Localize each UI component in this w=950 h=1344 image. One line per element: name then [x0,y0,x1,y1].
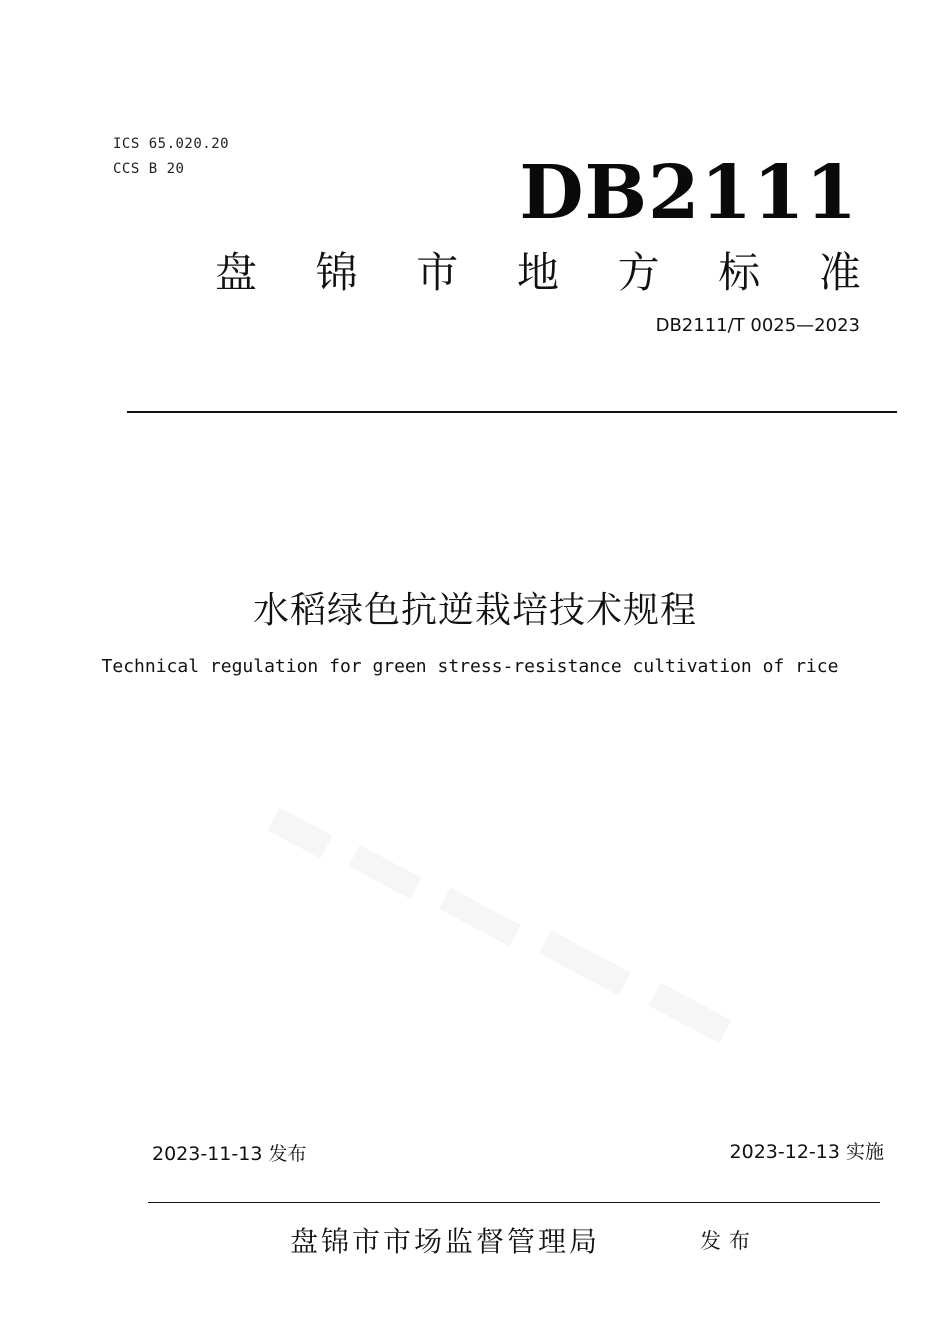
standard-type-char: 方 [617,248,660,297]
ics-code: ICS 65.020.20 [113,136,230,152]
issuing-authority: 盘锦市市场监督管理局 [290,1225,601,1258]
document-title-english: Technical regulation for green stress-resistance cultivation of rice [101,656,839,677]
standard-type-char: 盘 [214,248,257,297]
standard-type-char: 准 [818,248,861,297]
bottom-divider [148,1202,880,1203]
standard-type-char: 市 [416,248,459,297]
implement-date: 2023-12-13 实施 [729,1141,884,1163]
standard-type-heading [212,248,864,297]
issue-label: 发布 [700,1229,758,1253]
standard-type-char: 地 [516,248,559,297]
top-divider [127,411,897,413]
standard-number: DB2111/T 0025—2023 [655,315,860,336]
document-title-chinese: 水稻绿色抗逆栽培技术规程 [252,590,697,631]
ccs-code: CCS B 20 [113,161,185,177]
standard-type-char: 标 [718,248,761,297]
db-code-title: DB2111 [519,150,858,236]
faint-watermark [260,800,780,1080]
standard-type-char: 锦 [315,248,358,297]
publish-date: 2023-11-13 发布 [152,1143,307,1165]
